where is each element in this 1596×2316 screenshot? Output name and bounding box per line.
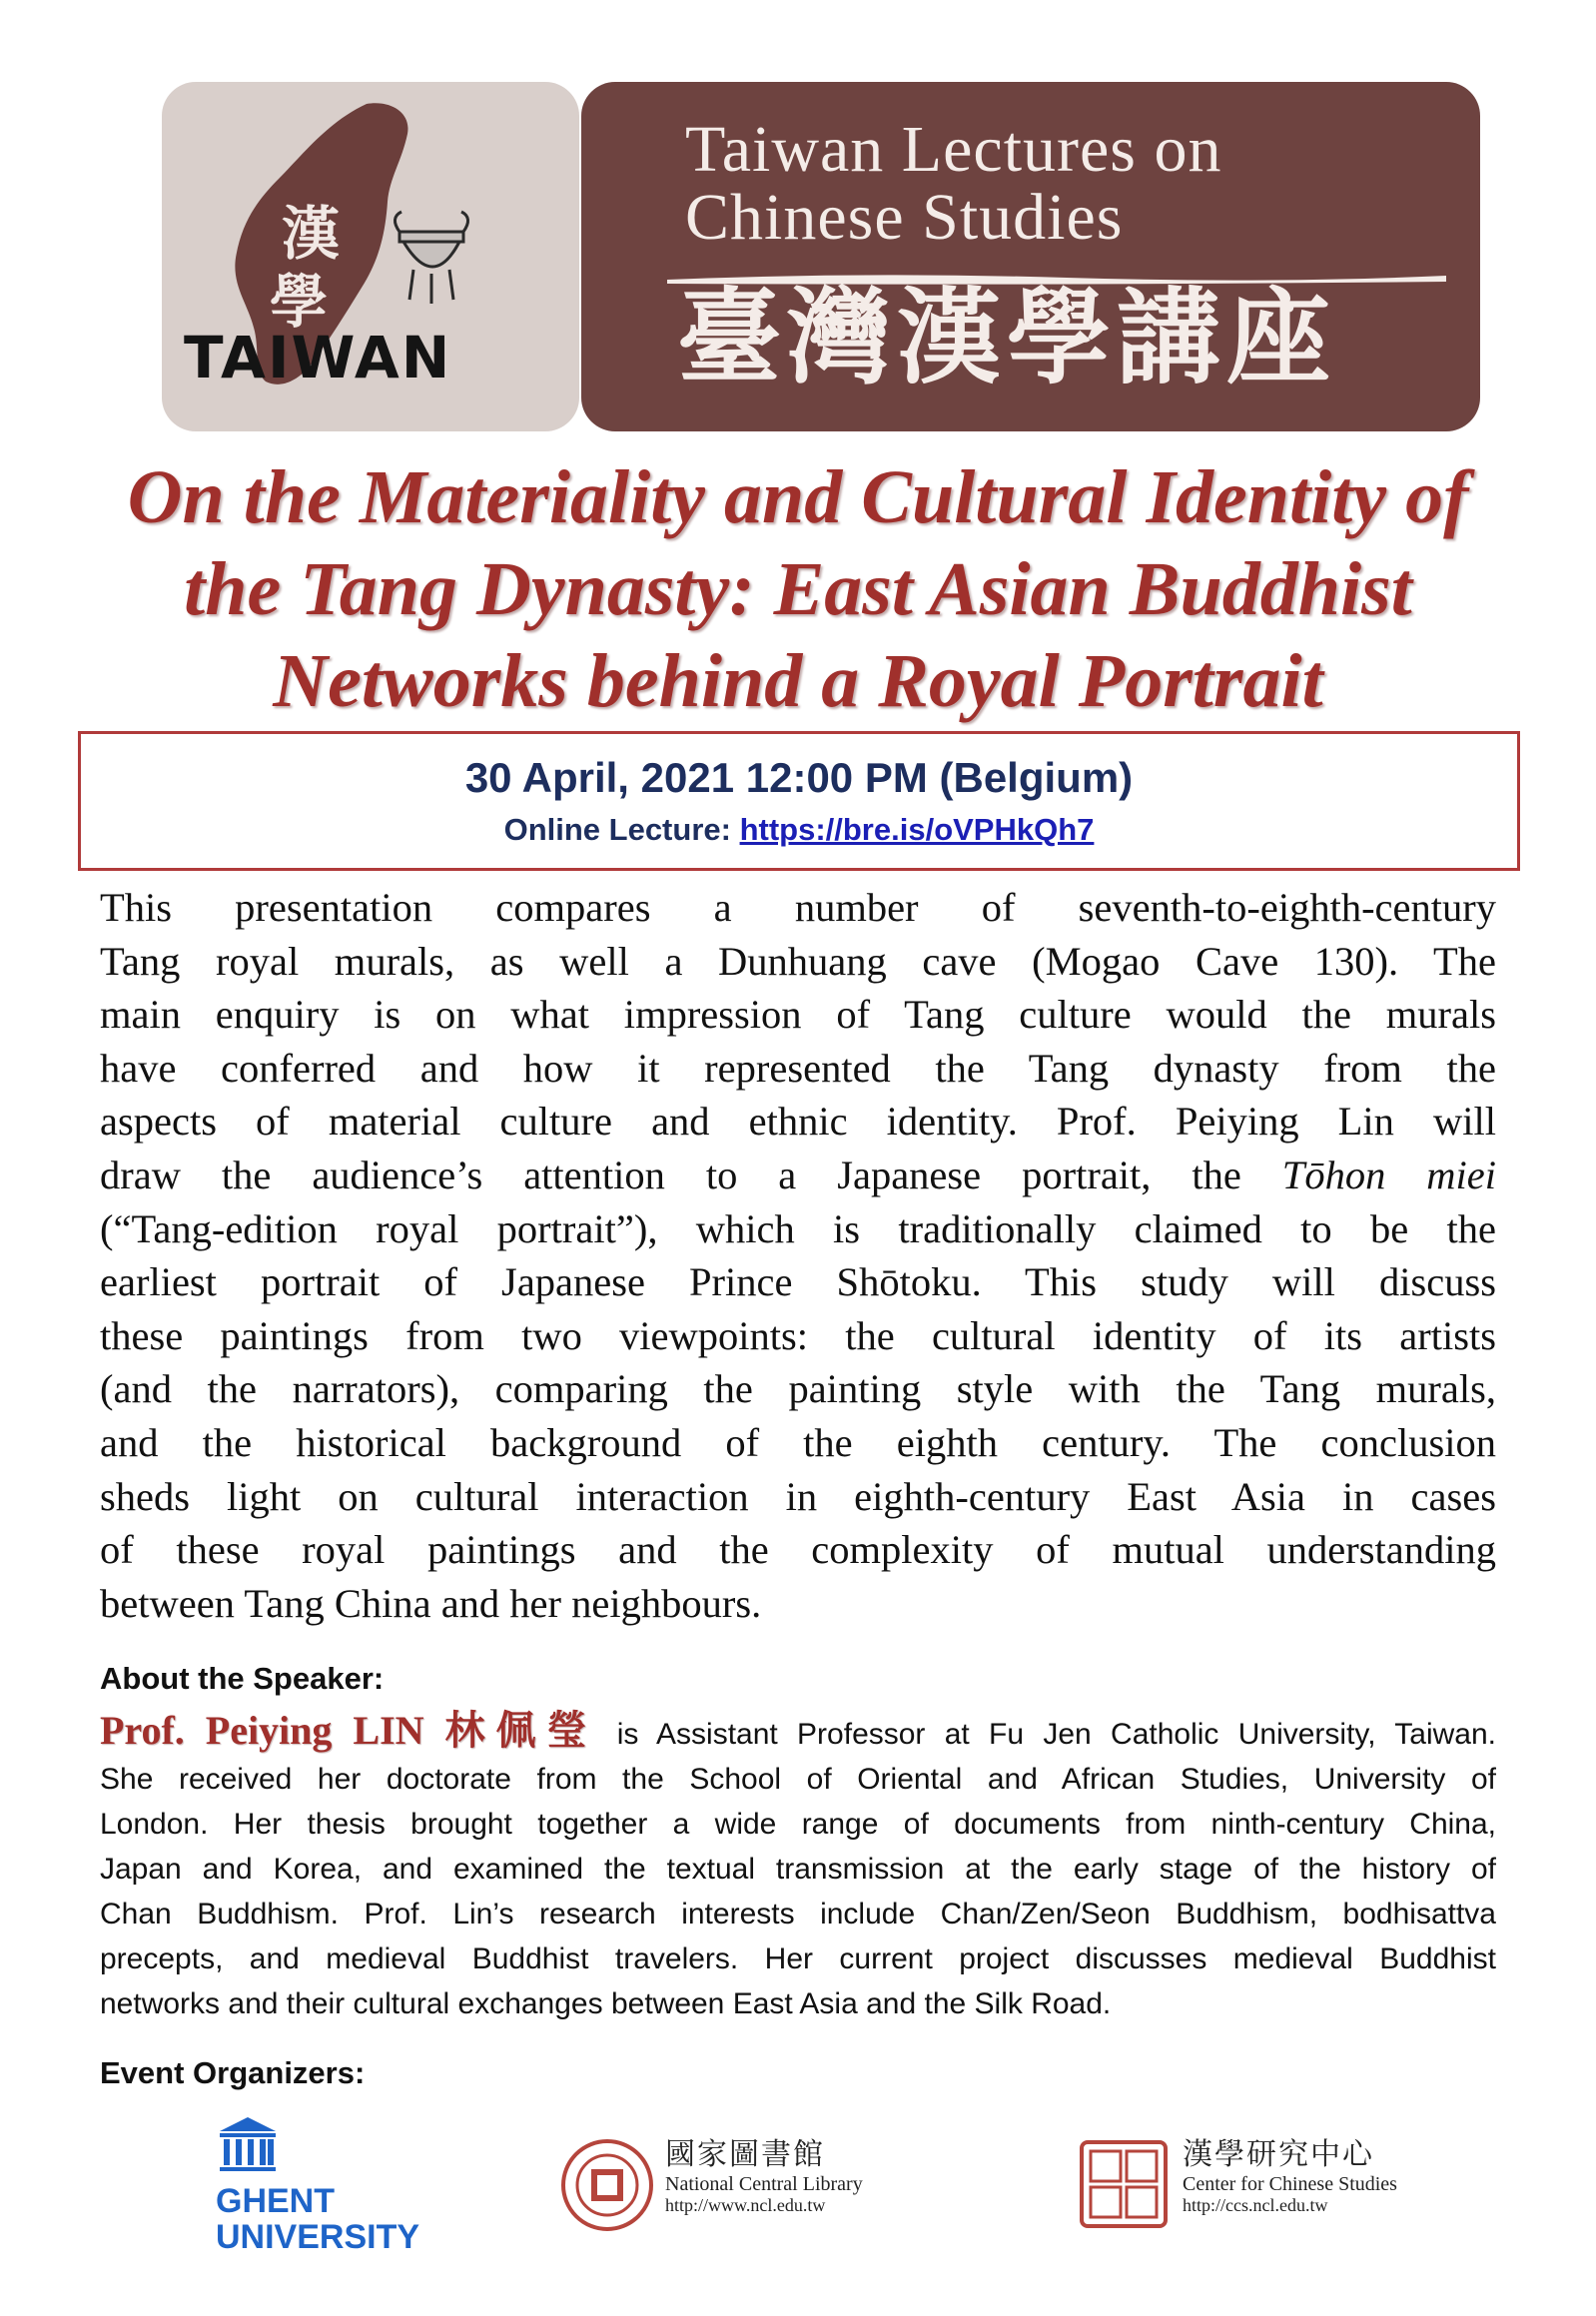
ncl-name-en: National Central Library: [665, 2173, 863, 2195]
organizers-heading: Event Organizers:: [100, 2055, 366, 2090]
abstract-line: This presentation compares a number of seventh-to-eighth-century: [100, 885, 1496, 930]
bio-line: She received her doctorate from the School of Oriental and African Studies, University of: [100, 1763, 1496, 1796]
series-title-en: [685, 113, 1222, 254]
ghent-university-logo: [216, 2115, 420, 2265]
series-title-en-line1: Taiwan Lectures on: [685, 113, 1222, 186]
speaker-heading: About the Speaker:: [100, 1661, 385, 1696]
abstract-line: (“Tang-edition royal portrait”), which is traditionally claimed to be the: [100, 1205, 1496, 1251]
ccs-name-zh: 漢學研究中心: [1183, 2137, 1374, 2172]
lecture-abstract: [100, 881, 1496, 1630]
taiwan-sinology-logo: [162, 82, 579, 431]
bio-line: Japan and Korea, and examined the textual transmission at the early stage of the history of: [100, 1853, 1496, 1886]
lecture-title: [30, 451, 1566, 727]
abstract-line: sheds light on cultural interaction in eighth-century East Asia in cases: [100, 1473, 1496, 1519]
bio-line: networks and their cultural exchanges between East Asia and the Silk Road.: [100, 1987, 1112, 2020]
series-title-en-line2: Chinese Studies: [685, 181, 1124, 254]
bronze-vessel-icon: [395, 212, 467, 304]
abstract-line: have conferred and how it represented the Tang dynasty from the: [100, 1045, 1496, 1091]
speaker-name: Prof. Peiying LIN 林佩瑩: [100, 1708, 598, 1753]
ghent-name-line2: UNIVERSITY: [216, 2218, 420, 2256]
speaker-bio: [100, 1708, 1496, 2026]
ncl-url: http://www.ncl.edu.tw: [665, 2195, 826, 2215]
abstract-line: and the historical background of the eighth century. The conclusion: [100, 1419, 1496, 1465]
svg-text:學: 學: [270, 268, 329, 336]
abstract-line: main enquiry is on what impression of Tang culture would the murals: [100, 992, 1496, 1038]
lecture-title-line: On the Materiality and Cultural Identity of: [127, 455, 1469, 539]
svg-text:漢: 漢: [282, 200, 341, 268]
ghent-name-line1: GHENT: [216, 2182, 335, 2220]
ncl-seal-icon: [559, 2137, 655, 2233]
ncl-name-zh: 國家圖書館: [665, 2137, 825, 2172]
lecture-title-line: the Tang Dynasty: East Asian Buddhist: [184, 547, 1412, 631]
abstract-line: these paintings from two viewpoints: the cultural identity of its artists: [100, 1312, 1496, 1358]
taiwan-map-icon: [162, 82, 579, 431]
ccs-seal-icon: [1079, 2139, 1169, 2229]
national-central-library-logo: [559, 2137, 919, 2237]
series-banner: [581, 82, 1480, 431]
online-lecture-row: [81, 810, 1517, 850]
ccs-url: http://ccs.ncl.edu.tw: [1183, 2195, 1328, 2215]
bio-line: Chan Buddhism. Prof. Lin’s research interests include Chan/Zen/Seon Buddhism, bodhisattva: [100, 1898, 1496, 1930]
bio-line: London. Her thesis brought together a wide range of documents from ninth-century China,: [100, 1808, 1496, 1841]
ghent-building-icon: [216, 2115, 280, 2175]
abstract-line: earliest portrait of Japanese Prince Shōtoku. This study will discuss: [100, 1259, 1496, 1305]
svg-text:TAIWAN: TAIWAN: [184, 324, 452, 391]
online-lecture-label: Online Lecture:: [503, 812, 740, 847]
bio-text: is Assistant Professor at Fu Jen Catholic University, Taiwan.: [597, 1718, 1497, 1751]
ccs-name-en: Center for Chinese Studies: [1183, 2173, 1397, 2195]
abstract-line: Tang royal murals, as well a Dunhuang cave (Mogao Cave 130). The: [100, 938, 1496, 984]
bio-line: precepts, and medieval Buddhist travelers. Her current project discusses medieval Buddhist: [100, 1942, 1496, 1975]
abstract-line: between Tang China and her neighbours.: [100, 1580, 762, 1626]
abstract-text: draw the audience’s attention to a Japanese portrait, the: [100, 1152, 1282, 1197]
event-info-box: [78, 731, 1520, 871]
abstract-line: [100, 1149, 1496, 1202]
online-lecture-link[interactable]: https://bre.is/oVPHkQh7: [739, 812, 1095, 847]
center-for-chinese-studies-logo: [1079, 2137, 1478, 2237]
abstract-line: aspects of material culture and ethnic identity. Prof. Peiying Lin will: [100, 1099, 1496, 1145]
lecture-title-line: Networks behind a Royal Portrait: [273, 639, 1323, 723]
series-title-zh: 臺灣漢學講座: [677, 276, 1337, 398]
abstract-line: (and the narrators), comparing the painting style with the Tang murals,: [100, 1366, 1496, 1412]
abstract-italic-term: Tōhon miei: [1281, 1152, 1496, 1197]
event-date: 30 April, 2021 12:00 PM (Belgium): [464, 754, 1134, 801]
abstract-line: of these royal paintings and the complexity of mutual understanding: [100, 1527, 1496, 1573]
bio-line: [100, 1708, 1496, 1757]
